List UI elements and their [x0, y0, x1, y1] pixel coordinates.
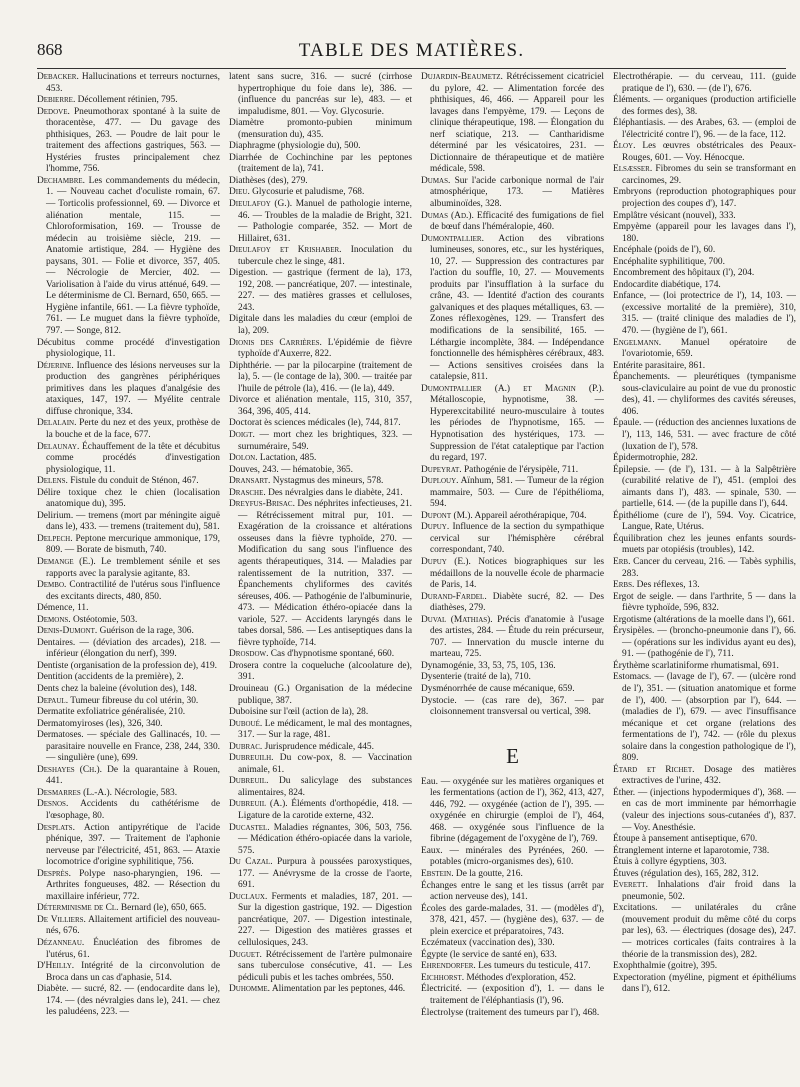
- index-entry: Déterminisme de Cl. Bernard (le), 650, 665.: [37, 903, 207, 914]
- index-entry: Dolon. Lactation, 485.: [229, 453, 317, 464]
- index-entry: Desprès. Polype naso-pharyngien, 196. — Arthrites fongueuses, 482. — Résection du maxillaire inférieur, 772.: [37, 868, 220, 902]
- index-column-3: [421, 72, 604, 1084]
- index-entry: Éléments. — organiques (production artificielle des formes des), 38.: [613, 95, 796, 117]
- index-entry: Dents chez la baleine (évolution des), 148.: [37, 683, 197, 694]
- index-entry: Ducastel. Maladies régnantes, 306, 503, 756. — Médication éthéro-opiacée dans la variole, 575.: [229, 822, 412, 856]
- index-entry: Diabète. — sucré, 82. — (endocardite dans le), 174. — (des névralgies dans le), 241. — chez les paludéens, 223. —: [37, 984, 220, 1018]
- index-entry: Dentition (accidents de la première), 2.: [37, 672, 184, 683]
- index-entry: Écoles des garde-malades, 31. — (modèles d'), 378, 421, 457. — (hygiène des), 637. — de plein exercice et préparatoires, 743.: [421, 903, 604, 937]
- index-entry: Drouineau (G.) Organisation de la médecine publique, 387.: [229, 683, 412, 706]
- index-entry: Eczémateux (vaccination des), 330.: [421, 938, 555, 949]
- index-entry: Duboué. Le médicament, le mal des montagnes, 317. — Sur la rage, 481.: [229, 718, 412, 741]
- index-entry: Électrothérapie. — du cerveau, 111. (guide pratique de l'), 630. — (de l'), 676.: [613, 72, 796, 94]
- index-entry: Égypte (le service de santé en), 633.: [421, 949, 557, 960]
- index-entry: Éther. — (injections hypodermiques d'), 368. — en cas de mort imminente par hémorrhagie (valeur des injections sous-cutanées d'), 837. — Voy. Anesthésie.: [613, 787, 796, 833]
- index-entry: Épanchements. — pleurétiques (tympanisme sous-claviculaire au point de vue du pronostic des), 41. — chyliformes des cavités séreuses, 406.: [613, 372, 796, 417]
- index-entry: Drasche. Des névralgies dans le diabète, 241.: [229, 487, 403, 498]
- index-entry: Denis-Dumont. Guérison de la rage, 306.: [37, 626, 194, 637]
- index-entry: Épidermotrophie, 282.: [613, 453, 698, 464]
- index-entry: Dumontpallier. Action des vibrations lumineuses, sonores, etc., sur les hystériques, 10, 27. — Suppression des contractures par l'action du souffle, 10, 27. — Mouvements produits par l'insufflation à la surface du crâne, 43. — Identité d'action des courants galvaniques et des plaques métalliques, 63. — Zones réflexogènes, 129. — Transfert des modifications de la sensibilité, 165. — Léthargie incomplète, 384. — Indépendance fonctionnelle des hémisphères cérébraux, 483. — Actions sensitives croisées dans la catalepsie, 811.: [421, 233, 604, 383]
- index-entry: Duguet. Rétrécissement de l'artère pulmonaire sans tuberculose consécutive, 41. — Les pédiculi pubis et les taches ombrées, 550.: [229, 949, 412, 983]
- index-entry: Électricité. — (exposition d'), 1. — dans le traitement de l'éléphantiasis (l'), 96.: [421, 984, 604, 1007]
- index-entry: Ebstein. De la goutte, 216.: [421, 869, 523, 879]
- index-entry: Duclaux. Ferments et maladies, 187, 201. — Sur la digestion gastrique, 192. — Digestion pancréatique, 207. — Digestion intestinale, 227. — Digestion des matières grasses et cellulosiques, 243.: [229, 891, 412, 949]
- index-entry: Durand-Fardel. Diabète sucré, 82. — Des diathèses, 279.: [421, 591, 604, 614]
- index-entry: Drosdow. Cas d'hypnotisme spontané, 660.: [229, 649, 395, 660]
- index-entry: Depaul. Tumeur fibreuse du col utérin, 30.: [37, 695, 199, 706]
- header-rule: [37, 68, 786, 69]
- index-entry: Douves, 243. — hématobie, 365.: [229, 464, 353, 475]
- index-entry: Ehrendorfer. Les tumeurs du testicule, 417.: [421, 961, 591, 972]
- index-column-4: [613, 72, 796, 1084]
- index-entry: Encombrement des hôpitaux (l'), 204.: [613, 268, 755, 279]
- index-entry: Dermatite exfoliatrice généralisée, 210.: [37, 707, 186, 718]
- index-entry: Debierre. Décollement rétinien, 795.: [37, 95, 178, 106]
- index-entry: Delpech. Peptone mercurique ammonique, 179, 809. — Borate de bismuth, 740.: [37, 533, 220, 556]
- index-entry: Dieulafoy et Krishaber. Inoculation du tubercule chez le singe, 481.: [229, 245, 412, 267]
- index-entry: Dumas. Sur l'acide carbonique normal de l'air atmosphérique, 173. — Matières albuminoïdes, 328.: [421, 175, 604, 210]
- index-entry: Dézanneau. Énucléation des fibromes de l'utérus, 61.: [37, 938, 220, 960]
- index-entry: Étard et Richet. Dosage des matières extractives de l'urine, 432.: [613, 764, 796, 787]
- index-entry: Divorce et aliénation mentale, 115, 310, 357, 364, 396, 405, 414.: [229, 395, 412, 417]
- index-entry: Dumontpallier (A.) et Magnin (P.). Métalloscopie, hypnotisme, 38. — Hyperexcitabilité neuro-musculaire à toutes les périodes de l'hypnotisme, 165. — Hypnotisation des hystériques, 173. — Suppression de l'état cataleptique par l'action du regard, 197.: [421, 383, 604, 464]
- index-entry: Exophthalmie (goitre), 395.: [613, 961, 718, 972]
- index-entry: Encéphale (poids de l'), 60.: [613, 245, 716, 256]
- index-entry: Érysipèles. — (broncho-pneumonie dans l'), 66. — (opérations sur les individus ayant eu des), 91. — (pathogénie de l'), 711.: [613, 626, 796, 660]
- index-entry: Dupont (M.). Appareil aérothérapique, 704.: [421, 510, 587, 521]
- index-entry: Déjerine. Influence des lésions nerveuses sur la production des gangrènes périphériques primitives dans les plaques d'analgésie des ataxiques, 147, 197. — Myélite centrale diffuse chronique, 334.: [37, 360, 220, 417]
- index-entry: Équilibration chez les jeunes enfants sourds-muets par otopiésis (troubles), 142.: [613, 533, 796, 556]
- index-entry: Endocardite diabétique, 174.: [613, 279, 721, 290]
- index-entry: Dermatomyiroses (les), 326, 340.: [37, 718, 163, 729]
- index-entry: Debacker. Hallucinations et terreurs nocturnes, 453.: [37, 72, 220, 94]
- index-entry: Enfance, — (loi protectrice de l'), 14, 103. — (excessive mortalité de la première), 310, 315. — (traité clinique des maladies de l'), 470. — (hygiène de l'), 661.: [613, 291, 796, 337]
- index-entry: Épaule. — (réduction des anciennes luxations de l'), 113, 146, 531. — avec fracture de côté (luxation de l'), 578.: [613, 418, 796, 452]
- index-entry: Dubrac. Jurisprudence médicale, 445.: [229, 741, 374, 752]
- index-entry: Dreyfus-Brisac. Des néphrites infectieuses, 21. — Rétrécissement mitral pur, 101. — Exagération de la croissance et altérations osseuses dans la fièvre typhoïde, 270. — Modification du sang sous l'influence des agents thérapeutiques, 314. — Maladies par ralentissement de la nutrition, 337. — Épanchements chyliformes des cavités séreuses, 406. — Pathogénie de l'albuminurie, 473. — Médication éthéro-opiacée dans la variole, 527. — Accidents laryngés dans le tabes dorsal, 586. — Les antiseptiques dans la fièvre typhoïde, 714.: [229, 499, 412, 648]
- index-entry: Dieulafoy (G.). Manuel de pathologie interne, 46. — Troubles de la maladie de Bright, 321. — Pathologie comparée, 352. — Mort de Hillairet, 631.: [229, 199, 412, 244]
- running-header: [37, 40, 786, 66]
- index-entry: Étoupe à pansement antiseptique, 670.: [613, 834, 758, 845]
- index-column-1: [37, 72, 220, 1084]
- index-entry: Doigt. — mort chez les brightiques, 323. — surnuméraire, 549.: [229, 429, 412, 452]
- index-entry: Démence, 11.: [37, 603, 89, 614]
- index-entry: Dujardin-Beaumetz. Rétrécissement cicatriciel du pylore, 42. — Alimentation forcée des phthisiques, 46, 466. — Appareil pour les lavages dans l'empyème, 179. — Leçons de clinique thérapeutique, 198. — Élongation du nerf sciatique, 213. — Cantharidisme déterminé par les vésicatoires, 231. — Dictionnaire de thérapeutique et de matière médicale, 598.: [421, 72, 604, 175]
- index-entry: Desplats. Action antipyrétique de l'acide phénique, 397. — Traitement de l'aphonie nerveuse par l'électricité, 451, 863. — Ataxie locomotrice d'origine syphilitique, 756.: [37, 822, 220, 868]
- index-entry: Desnos. Accidents du cathétérisme de l'œsophage, 80.: [37, 799, 220, 821]
- index-entry: Elsæsser. Fibromes du sein se transformant en carcinomes, 29.: [613, 164, 796, 186]
- index-entry: Expectoration (myéline, pigment et épithéliums dans l'), 612.: [613, 972, 796, 995]
- index-entry: Éloy. Les œuvres obstétricales des Peaux-Rouges, 601. — Voy. Hénocque.: [613, 141, 796, 163]
- index-entry: Électrolyse (traitement des tumeurs par l'), 468.: [421, 1007, 600, 1018]
- index-entry: latent sans sucre, 316. — sucré (cirrhose hypertrophique du foie dans le), 386. — (influence du pancréas sur le), 483. — et impaludisme, 801. — Voy. Glycosurie.: [229, 72, 412, 117]
- index-entry: Dumas (Ad.). Efficacité des fumigations de fiel de bœuf dans l'héméralopie, 460.: [421, 210, 604, 233]
- index-entry: Épilepsie. — (de l'), 131. — à la Salpêtrière (curabilité relative de l'), 451. (emploi des aimants dans l'), 483. — spinale, 530. — partielle, 614. — (de la pupille dans l'), 644.: [613, 464, 796, 510]
- index-entry: Desmarres (L.-A.). Nécrologie, 583.: [37, 787, 178, 798]
- index-entry: Dransart. Nystagmus des mineurs, 578.: [229, 476, 384, 487]
- index-entry: Diphthérie. — par la pilocarpine (traitement de la), 5. — (le contage de la), 300. — traitée par l'huile de pétrole (la), 416. — (le la), 449.: [229, 360, 412, 394]
- index-entry: Étuves (régulation des), 165, 282, 312.: [613, 868, 759, 879]
- index-entry: Eichhorst. Méthodes d'exploration, 452.: [421, 972, 576, 983]
- index-entry: Entérite parasitaire, 861.: [613, 360, 706, 371]
- index-entry: Emplâtre vésicant (nouvel), 333.: [613, 210, 736, 221]
- index-entry: Dupuy. Influence de la section du sympathique cervical sur l'hémisphère cérébral correspondant, 740.: [421, 522, 604, 556]
- index-entry: Empyème (appareil pour les lavages dans l'), 180.: [613, 222, 796, 244]
- section-letter: E: [506, 743, 519, 768]
- index-entry: Estomacs. — (lavage de l'), 67. — (ulcère rond de l'), 351. — (situation anatomique et forme de l'), 400. — (absorption par l'), 644. — (maladies de l'), 679. — avec l'insuffisance mécanique et cet organe (relations des fermentations de l'), 742. — (rôle du plexus solaire dans la congestion pathologique de l'), 809.: [613, 672, 796, 764]
- index-entry: Délire toxique chez le chien (localisation anatomique du), 395.: [37, 487, 220, 510]
- index-entry: Érythème scarlatiniforme rhumatismal, 691.: [613, 660, 779, 671]
- index-entry: Épithéliome (cure de l'), 594. Voy. Cicatrice, Langue, Rate, Utérus.: [613, 510, 796, 533]
- index-entry: Dionis des Carrières. L'épidémie de fièvre typhoïde d'Auxerre, 822.: [229, 337, 412, 360]
- running-title: TABLE DES MATIÈRES.: [298, 40, 525, 61]
- index-entry: Du Cazal. Purpura à poussées paroxystiques, 177. — Anévrysme de la crosse de l'aorte, 691.: [229, 857, 412, 891]
- index-entry: Dubreuil. Du salicylage des substances alimentaires, 824.: [229, 776, 412, 798]
- index-entry: Demons. Ostéotomie, 503.: [37, 614, 138, 625]
- index-entry: Dynamogénie, 33, 53, 75, 105, 136.: [421, 660, 556, 671]
- index-entry: Diamètre promonto-pubien minimum (mensuration du), 435.: [229, 118, 412, 140]
- index-entry: Dieu. Glycosurie et paludisme, 768.: [229, 187, 365, 198]
- index-entry: Étuis à collyre égyptiens, 303.: [613, 857, 727, 868]
- index-entry: Dubreuil (A.). Éléments d'orthopédie, 418. — Ligature de la carotide externe, 432.: [229, 799, 412, 821]
- index-entry: Delirium. — tremens (mort par méningite aiguë dans le), 433. — tremens (traitement du), 581.: [37, 510, 220, 533]
- index-entry: Delaunay. Échauffement de la tête et décubitus comme procédés d'investigation physiologique, 11.: [37, 441, 220, 475]
- index-entry: Encéphalite syphilitique, 700.: [613, 256, 725, 267]
- index-entry: Delens. Fistule du conduit de Sténon, 467.: [37, 476, 199, 487]
- index-entry: Dembo. Contractilité de l'utérus sous l'influence des excitants directs, 480, 850.: [37, 580, 220, 602]
- index-entry: D'Heilly. Intégrité de la circonvolution de Broca dans un cas d'aphasie, 514.: [37, 961, 220, 983]
- index-entry: Étranglement interne et laparotomie, 738.: [613, 845, 770, 856]
- index-entry: Dermatoses. — spéciale des Gallinacés, 10. — parasitaire nouvelle en France, 238, 244, 330. — singulière (une), 699.: [37, 730, 220, 764]
- index-entry: Dedove. Pneumothorax spontané à la suite de thoracentèse, 477. — Du gavage des phthisiques, 263. — Poudre de lait pour le traitement des affections gastriques, 563. — Hystéries frustes principalement chez l'homme, 756.: [37, 106, 220, 175]
- index-entry: Dupeyrat. Pathogénie de l'érysipèle, 711.: [421, 464, 579, 475]
- index-entry: Doctorat ès sciences médicales (le), 744, 817.: [229, 418, 401, 429]
- index-entry: Erbs. Des réflexes, 13.: [613, 580, 700, 591]
- index-entry: Demange (E.). Le tremblement sénile et ses rapports avec la paralysie agitante, 83.: [37, 556, 220, 579]
- index-entry: Engelmann. Manuel opératoire de l'ovariotomie, 659.: [613, 337, 796, 360]
- index-entry: Ergot de seigle. — dans l'arthrite, 5 — dans la fièvre typhoïde, 596, 832.: [613, 591, 796, 614]
- index-entry: Eaux. — minérales des Pyrénées, 260. — potables (micro-organismes des), 610.: [421, 845, 604, 868]
- index-entry: De Villiers. Allaitement artificiel des nouveau-nés, 676.: [37, 914, 220, 937]
- index-entry: Diaphragme (physiologie du), 500.: [229, 141, 361, 152]
- page-number: 868: [37, 40, 63, 59]
- index-entry: Dentaires. — (déviation des arcades), 218. — inférieur (élongation du nerf), 399.: [37, 637, 220, 660]
- index-entry: Digestion. — gastrique (ferment de la), 173, 192, 208. — pancréatique, 207. — intestinale, 227. — des matières grasses et celluloses, 243.: [229, 268, 412, 313]
- index-entry: Duval (Mathias). Précis d'anatomie à l'usage des artistes, 284. — Étude du rein précurseur, 707. — Innervation du muscle interne du marteau, 725.: [421, 614, 604, 660]
- index-entry: Dupuy (E.). Notices biographiques sur les médaillons de la nouvelle école de pharmacie de Paris, 14.: [421, 556, 604, 591]
- index-entry: Excitations. — unilatérales du crâne (mouvement produit du même côté du corps par les), 63. — électriques (dosage des), 247. — motrices corticales (faits contraires à la théorie de la transmission des), 282.: [613, 903, 796, 960]
- index-columns: [37, 72, 796, 1084]
- index-entry: Éléphantiasis. — des Arabes, 63. — (emploi de l'électricité contre l'), 96. — de la face, 112.: [613, 118, 796, 140]
- index-entry: Diathèses (des), 279.: [229, 175, 308, 186]
- index-entry: Dysménorrhée de cause mécanique, 659.: [421, 683, 575, 694]
- index-entry: Dystocie. — (cas rare de), 367. — par cloisonnement transversal ou vertical, 398.: [421, 695, 604, 718]
- index-entry: Deshayes (Ch.). De la quarantaine à Rouen, 441.: [37, 764, 220, 787]
- index-entry: Dechambre. Les commandements du médecin, 1. — Nouveau cachet d'oculiste romain, 67. — Torticolis professionnel, 69. — Divorce et aliénation mentale, 115. — Chloroformisation, 169. — Trousse de médecin au troisième siècle, 219. — Anatomie artistique, 284. — Hygiène des paysans, 301. — Folie et divorce, 357, 405. — Nécrologie de Mercier, 402. — Variolisation à l'aide du virus atténué, 649. — Le déterminisme de Cl. Bernard, 650, 665. — Hygiène infantile, 661. — La fièvre typhoïde, 761. — Le muguet dans la fièvre typhoïde, 797. — Songe, 812.: [37, 175, 220, 337]
- index-entry: Drosera contre la coqueluche (alcoolature de), 391.: [229, 660, 412, 683]
- index-column-2: [229, 72, 412, 1084]
- index-entry: Diarrhée de Cochinchine par les peptones (traitement de la), 741.: [229, 152, 412, 175]
- index-entry: Digitale dans les maladies du cœur (emploi de la), 209.: [229, 314, 412, 337]
- index-entry: Eau. — oxygénée sur les matières organiques et les fermentations (action de l'), 362, 413, 427, 446, 792. — oxygénée (action de l'), 395. — oxygénée en chirurgie (emploi de l'), 464, 468. — oxygénée sous l'influence de la fibrine (dégagement de l'oxygène de l'), 769.: [421, 776, 604, 845]
- index-entry: Dubreuilh. Du cow-pox, 8. — Vaccination animale, 61.: [229, 753, 412, 775]
- index-entry: Erb. Cancer du cerveau, 216. — Tabès syphilis, 283.: [613, 556, 796, 579]
- index-entry: Duboisine sur l'œil (action de la), 28.: [229, 707, 369, 718]
- index-entry: Ergotisme (altérations de la moelle dans l'), 661.: [613, 614, 795, 625]
- index-entry: Duplouy. Aïnhum, 581. — Tumeur de la région mammaire, 503. — Cure de l'épithélioma, 594.: [421, 476, 604, 510]
- index-entry: Everett. Inhalations d'air froid dans la pneumonie, 502.: [613, 880, 796, 902]
- index-entry: Embryons (reproduction photographiques pour projection des coupes d'), 147.: [613, 187, 796, 210]
- index-entry: Échanges entre le sang et les tissus (arrêt par action nerveuse des), 141.: [421, 880, 604, 903]
- index-entry: Duhomme. Alimentation par les peptones, 446.: [229, 984, 406, 995]
- index-entry: Delalain. Perte du nez et des yeux, prothèse de la bouche et de la face, 677.: [37, 418, 220, 440]
- index-entry: Décubitus comme procédé d'investigation physiologique, 11.: [37, 337, 220, 360]
- index-entry: Dysenterie (traité de la), 710.: [421, 672, 531, 683]
- index-entry: Dentiste (organisation de la profession de), 419.: [37, 660, 217, 671]
